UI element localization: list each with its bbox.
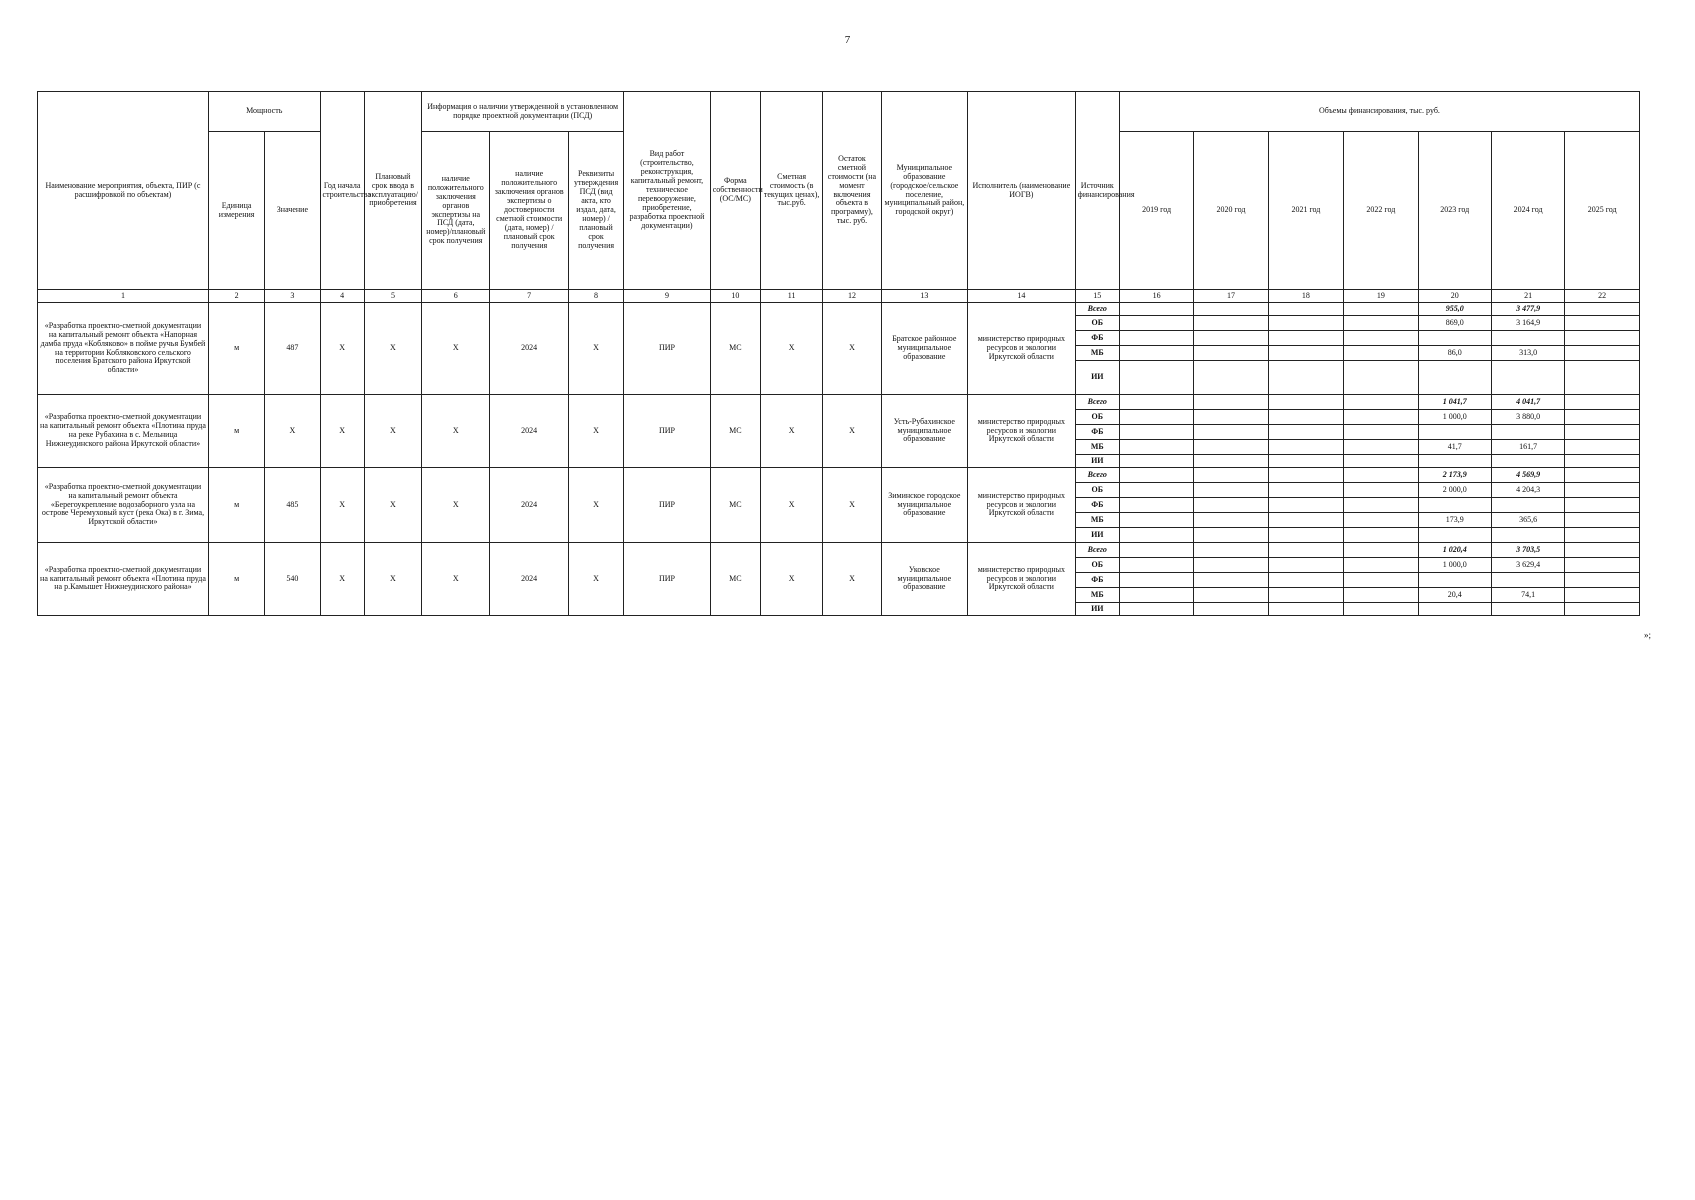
- funding-source-label: ИИ: [1075, 455, 1119, 468]
- amount-empty: [1119, 395, 1193, 410]
- amount-empty: [1268, 558, 1343, 573]
- amount-empty: [1268, 513, 1343, 528]
- amount-empty: [1344, 558, 1418, 573]
- amount-empty: [1119, 455, 1193, 468]
- amount-empty: [1119, 361, 1193, 395]
- amount-2023: 1 020,4: [1418, 543, 1491, 558]
- project-municipality: Зиминское городское муниципальное образование: [881, 468, 967, 543]
- amount-empty: [1565, 513, 1640, 528]
- amount-2023: [1418, 331, 1491, 346]
- project-work-type: ПИР: [624, 468, 710, 543]
- amount-empty: [1344, 361, 1418, 395]
- project-unit: м: [208, 395, 264, 468]
- amount-2023: 173,9: [1418, 513, 1491, 528]
- amount-2023: [1418, 455, 1491, 468]
- funding-source-label: Всего: [1075, 395, 1119, 410]
- page-number: 7: [844, 34, 851, 46]
- project-psd-positive: Х: [422, 468, 490, 543]
- funding-source-label: МБ: [1075, 513, 1119, 528]
- project-psd-requisites: Х: [568, 395, 623, 468]
- funding-source-label: ИИ: [1075, 361, 1119, 395]
- amount-empty: [1268, 331, 1343, 346]
- amount-empty: [1194, 468, 1268, 483]
- amount-empty: [1119, 425, 1193, 440]
- amount-empty: [1119, 498, 1193, 513]
- project-estimated-cost: Х: [760, 543, 822, 616]
- header-remaining-cost: Остаток сметной стоимости (на момент включения объекта в программу), тыс. руб.: [823, 92, 881, 290]
- header-psd-requisites: Реквизиты утверждения ПСД (вид акта, кто издал, дата, номер) / плановый срок получения: [568, 132, 623, 290]
- amount-empty: [1268, 346, 1343, 361]
- header-work-type: Вид работ (строительство, реконструкция, капитальный ремонт, техническое перевооружение, приобретение, разработка проектной документации): [624, 92, 710, 290]
- project-ownership: МС: [710, 303, 760, 395]
- amount-2024: 3 703,5: [1491, 543, 1564, 558]
- project-unit: м: [208, 468, 264, 543]
- amount-empty: [1119, 440, 1193, 455]
- project-estimated-cost: Х: [760, 303, 822, 395]
- amount-empty: [1565, 558, 1640, 573]
- amount-empty: [1344, 303, 1418, 316]
- amount-2023: 1 041,7: [1418, 395, 1491, 410]
- column-number-row: [38, 290, 1640, 303]
- amount-empty: [1268, 440, 1343, 455]
- header-start-year: Год начала строительства: [320, 92, 364, 290]
- amount-empty: [1344, 498, 1418, 513]
- amount-empty: [1119, 468, 1193, 483]
- column-number: 9: [624, 290, 710, 303]
- header-year-2023: 2023 год: [1418, 132, 1491, 290]
- amount-empty: [1565, 603, 1640, 616]
- amount-empty: [1565, 410, 1640, 425]
- project-start-year: Х: [320, 543, 364, 616]
- table-row: [38, 303, 1640, 316]
- project-name: «Разработка проектно-сметной документации на капитальный ремонт объекта «Напорная дамба пруда «Кобляково» в пойме ручья Бумбей на территории Кобляковского сельского поселения Братского района Иркутской области»: [38, 303, 209, 395]
- trailing-mark: »;: [1644, 630, 1652, 640]
- column-number: 16: [1119, 290, 1193, 303]
- project-psd-estimate: 2024: [490, 395, 568, 468]
- column-number: 6: [422, 290, 490, 303]
- amount-2024: [1491, 425, 1564, 440]
- amount-empty: [1344, 455, 1418, 468]
- amount-2024: 3 629,4: [1491, 558, 1564, 573]
- amount-empty: [1119, 483, 1193, 498]
- amount-empty: [1565, 425, 1640, 440]
- project-name: «Разработка проектно-сметной документации на капитальный ремонт объекта «Берегоукрепление водозаборного узла на острове Черемуховый куст (река Ока) в г. Зима, Иркутской области»: [38, 468, 209, 543]
- amount-empty: [1194, 573, 1268, 588]
- project-psd-positive: Х: [422, 303, 490, 395]
- amount-2023: 2 173,9: [1418, 468, 1491, 483]
- amount-2024: 74,1: [1491, 588, 1564, 603]
- project-work-type: ПИР: [624, 543, 710, 616]
- amount-empty: [1565, 331, 1640, 346]
- column-number: 2: [208, 290, 264, 303]
- project-work-type: ПИР: [624, 395, 710, 468]
- column-number: 20: [1418, 290, 1491, 303]
- amount-empty: [1194, 588, 1268, 603]
- amount-empty: [1119, 588, 1193, 603]
- amount-empty: [1268, 361, 1343, 395]
- amount-empty: [1268, 455, 1343, 468]
- column-number: 22: [1565, 290, 1640, 303]
- column-number: 12: [823, 290, 881, 303]
- amount-2024: [1491, 455, 1564, 468]
- amount-2024: [1491, 498, 1564, 513]
- project-value: 485: [265, 468, 320, 543]
- amount-2023: 869,0: [1418, 316, 1491, 331]
- amount-empty: [1565, 440, 1640, 455]
- header-ownership: Форма собственности (ОС/МС): [710, 92, 760, 290]
- amount-2023: 2 000,0: [1418, 483, 1491, 498]
- project-psd-requisites: Х: [568, 468, 623, 543]
- amount-empty: [1268, 528, 1343, 543]
- amount-empty: [1194, 528, 1268, 543]
- amount-2024: 365,6: [1491, 513, 1564, 528]
- project-value: 487: [265, 303, 320, 395]
- funding-table: [37, 91, 1640, 616]
- amount-empty: [1194, 558, 1268, 573]
- header-funding-volume: Объемы финансирования, тыс. руб.: [1119, 92, 1639, 132]
- amount-empty: [1194, 498, 1268, 513]
- project-psd-requisites: Х: [568, 543, 623, 616]
- header-psd-estimate: наличие положительного заключения органов экспертизы о достоверности сметной стоимости (дата, номер) / плановый срок получения: [490, 132, 568, 290]
- amount-empty: [1344, 440, 1418, 455]
- amount-empty: [1119, 410, 1193, 425]
- amount-2023: 1 000,0: [1418, 558, 1491, 573]
- column-number: 10: [710, 290, 760, 303]
- column-number: 11: [760, 290, 822, 303]
- amount-empty: [1344, 573, 1418, 588]
- header-year-2025: 2025 год: [1565, 132, 1640, 290]
- amount-empty: [1194, 513, 1268, 528]
- project-estimated-cost: Х: [760, 395, 822, 468]
- amount-empty: [1268, 303, 1343, 316]
- column-number: 21: [1491, 290, 1564, 303]
- amount-empty: [1119, 603, 1193, 616]
- funding-source-label: ОБ: [1075, 316, 1119, 331]
- header-unit: Единица измерения: [208, 132, 264, 290]
- amount-empty: [1268, 498, 1343, 513]
- funding-source-label: ФБ: [1075, 331, 1119, 346]
- amount-empty: [1344, 468, 1418, 483]
- project-executor: министерство природных ресурсов и экологии Иркутской области: [968, 395, 1076, 468]
- amount-2023: 20,4: [1418, 588, 1491, 603]
- project-ownership: МС: [710, 468, 760, 543]
- amount-empty: [1565, 395, 1640, 410]
- funding-source-label: ФБ: [1075, 573, 1119, 588]
- amount-empty: [1268, 316, 1343, 331]
- project-executor: министерство природных ресурсов и экологии Иркутской области: [968, 468, 1076, 543]
- project-ownership: МС: [710, 395, 760, 468]
- amount-empty: [1194, 455, 1268, 468]
- amount-2023: [1418, 573, 1491, 588]
- amount-empty: [1344, 603, 1418, 616]
- amount-empty: [1268, 410, 1343, 425]
- column-number: 5: [364, 290, 421, 303]
- amount-2024: 161,7: [1491, 440, 1564, 455]
- amount-empty: [1565, 303, 1640, 316]
- amount-2024: 4 041,7: [1491, 395, 1564, 410]
- amount-empty: [1565, 316, 1640, 331]
- project-executor: министерство природных ресурсов и экологии Иркутской области: [968, 543, 1076, 616]
- amount-empty: [1268, 483, 1343, 498]
- amount-empty: [1268, 543, 1343, 558]
- header-year-2019: 2019 год: [1119, 132, 1193, 290]
- amount-empty: [1268, 395, 1343, 410]
- project-name: «Разработка проектно-сметной документации на капитальный ремонт объекта «Плотина пруда на реке Рубахина в с. Мельница Нижнеудинского района Иркутской области»: [38, 395, 209, 468]
- header-psd-info: Информация о наличии утвержденной в установленном порядке проектной документации (ПСД): [422, 92, 624, 132]
- amount-empty: [1344, 528, 1418, 543]
- project-work-type: ПИР: [624, 303, 710, 395]
- amount-empty: [1565, 528, 1640, 543]
- amount-2023: 955,0: [1418, 303, 1491, 316]
- column-number: 18: [1268, 290, 1343, 303]
- amount-2024: 3 164,9: [1491, 316, 1564, 331]
- project-value: 540: [265, 543, 320, 616]
- funding-source-label: МБ: [1075, 588, 1119, 603]
- amount-2024: 4 569,9: [1491, 468, 1564, 483]
- header-name: Наименование мероприятия, объекта, ПИР (с расшифровкой по объектам): [38, 92, 209, 290]
- project-municipality: Уковское муниципальное образование: [881, 543, 967, 616]
- funding-source-label: Всего: [1075, 543, 1119, 558]
- project-remaining-cost: Х: [823, 468, 881, 543]
- project-psd-estimate: 2024: [490, 468, 568, 543]
- amount-empty: [1344, 395, 1418, 410]
- project-estimated-cost: Х: [760, 468, 822, 543]
- amount-empty: [1344, 513, 1418, 528]
- project-start-year: Х: [320, 395, 364, 468]
- project-psd-positive: Х: [422, 395, 490, 468]
- header-year-2022: 2022 год: [1344, 132, 1418, 290]
- amount-2024: 4 204,3: [1491, 483, 1564, 498]
- funding-source-label: ИИ: [1075, 528, 1119, 543]
- project-executor: министерство природных ресурсов и экологии Иркутской области: [968, 303, 1076, 395]
- amount-2023: 1 000,0: [1418, 410, 1491, 425]
- column-number: 4: [320, 290, 364, 303]
- amount-empty: [1344, 425, 1418, 440]
- amount-empty: [1565, 483, 1640, 498]
- amount-2024: [1491, 331, 1564, 346]
- header-year-2024: 2024 год: [1491, 132, 1564, 290]
- project-remaining-cost: Х: [823, 543, 881, 616]
- column-number: 15: [1075, 290, 1119, 303]
- amount-empty: [1344, 331, 1418, 346]
- amount-empty: [1565, 498, 1640, 513]
- amount-empty: [1565, 361, 1640, 395]
- amount-2024: [1491, 361, 1564, 395]
- header-value: Значение: [265, 132, 320, 290]
- amount-empty: [1565, 588, 1640, 603]
- amount-2023: 86,0: [1418, 346, 1491, 361]
- project-remaining-cost: Х: [823, 303, 881, 395]
- header-estimated-cost: Сметная стоимость (в текущих ценах), тыс.руб.: [760, 92, 822, 290]
- column-number: 19: [1344, 290, 1418, 303]
- header-funding-source: Источник финансирования: [1075, 92, 1119, 290]
- funding-source-label: МБ: [1075, 346, 1119, 361]
- funding-source-label: ОБ: [1075, 483, 1119, 498]
- project-psd-requisites: Х: [568, 303, 623, 395]
- funding-source-label: МБ: [1075, 440, 1119, 455]
- amount-empty: [1344, 346, 1418, 361]
- column-number: 13: [881, 290, 967, 303]
- amount-2024: [1491, 528, 1564, 543]
- funding-source-label: ОБ: [1075, 410, 1119, 425]
- project-municipality: Усть-Рубахинское муниципальное образование: [881, 395, 967, 468]
- amount-2024: [1491, 603, 1564, 616]
- project-psd-estimate: 2024: [490, 303, 568, 395]
- column-number: 3: [265, 290, 320, 303]
- table-row: [38, 543, 1640, 558]
- amount-empty: [1268, 468, 1343, 483]
- project-planned-term: Х: [364, 468, 421, 543]
- amount-2024: 3 477,9: [1491, 303, 1564, 316]
- project-name: «Разработка проектно-сметной документации на капитальный ремонт объекта «Плотина пруда на р.Камышет Нижнеудинского района»: [38, 543, 209, 616]
- amount-empty: [1565, 455, 1640, 468]
- table-header: [38, 92, 1640, 303]
- table-body: [38, 303, 1640, 616]
- project-planned-term: Х: [364, 303, 421, 395]
- column-number: 1: [38, 290, 209, 303]
- amount-empty: [1194, 303, 1268, 316]
- amount-empty: [1344, 543, 1418, 558]
- project-ownership: МС: [710, 543, 760, 616]
- amount-2023: [1418, 361, 1491, 395]
- project-unit: м: [208, 543, 264, 616]
- amount-empty: [1119, 573, 1193, 588]
- amount-2024: 313,0: [1491, 346, 1564, 361]
- amount-2023: 41,7: [1418, 440, 1491, 455]
- amount-empty: [1268, 603, 1343, 616]
- amount-2024: [1491, 573, 1564, 588]
- project-psd-positive: Х: [422, 543, 490, 616]
- column-number: 17: [1194, 290, 1268, 303]
- project-planned-term: Х: [364, 543, 421, 616]
- amount-empty: [1194, 483, 1268, 498]
- header-psd-positive: наличие положительного заключения органов экспертизы на ПСД (дата, номер)/плановый срок получения: [422, 132, 490, 290]
- column-number: 7: [490, 290, 568, 303]
- amount-empty: [1119, 513, 1193, 528]
- amount-empty: [1119, 316, 1193, 331]
- project-planned-term: Х: [364, 395, 421, 468]
- funding-source-label: Всего: [1075, 303, 1119, 316]
- amount-empty: [1119, 331, 1193, 346]
- funding-source-label: ФБ: [1075, 498, 1119, 513]
- header-municipality: Муниципальное образование (городское/сельское поселение, муниципальный район, городской округ): [881, 92, 967, 290]
- amount-empty: [1344, 483, 1418, 498]
- amount-empty: [1565, 543, 1640, 558]
- amount-empty: [1194, 543, 1268, 558]
- amount-empty: [1344, 410, 1418, 425]
- amount-2023: [1418, 425, 1491, 440]
- header-year-2020: 2020 год: [1194, 132, 1268, 290]
- project-unit: м: [208, 303, 264, 395]
- amount-empty: [1268, 573, 1343, 588]
- amount-empty: [1194, 316, 1268, 331]
- project-remaining-cost: Х: [823, 395, 881, 468]
- amount-empty: [1119, 543, 1193, 558]
- amount-empty: [1194, 361, 1268, 395]
- project-municipality: Братское районное муниципальное образование: [881, 303, 967, 395]
- project-start-year: Х: [320, 303, 364, 395]
- table-row: [38, 395, 1640, 410]
- project-start-year: Х: [320, 468, 364, 543]
- amount-empty: [1119, 346, 1193, 361]
- header-planned-term: Плановый срок ввода в эксплуатацию/приобретения: [364, 92, 421, 290]
- header-executor: Исполнитель (наименование ИОГВ): [968, 92, 1076, 290]
- funding-source-label: Всего: [1075, 468, 1119, 483]
- amount-empty: [1344, 316, 1418, 331]
- table-row: [38, 468, 1640, 483]
- funding-source-label: ОБ: [1075, 558, 1119, 573]
- amount-empty: [1194, 331, 1268, 346]
- amount-empty: [1119, 303, 1193, 316]
- amount-empty: [1565, 346, 1640, 361]
- amount-empty: [1268, 425, 1343, 440]
- amount-empty: [1268, 588, 1343, 603]
- amount-empty: [1194, 410, 1268, 425]
- amount-2023: [1418, 498, 1491, 513]
- header-year-2021: 2021 год: [1268, 132, 1343, 290]
- header-capacity: Мощность: [208, 92, 320, 132]
- amount-2024: 3 880,0: [1491, 410, 1564, 425]
- column-number: 8: [568, 290, 623, 303]
- project-value: Х: [265, 395, 320, 468]
- amount-empty: [1194, 346, 1268, 361]
- funding-source-label: ФБ: [1075, 425, 1119, 440]
- amount-2023: [1418, 528, 1491, 543]
- amount-empty: [1565, 573, 1640, 588]
- amount-empty: [1194, 603, 1268, 616]
- amount-empty: [1344, 588, 1418, 603]
- project-psd-estimate: 2024: [490, 543, 568, 616]
- funding-source-label: ИИ: [1075, 603, 1119, 616]
- amount-empty: [1194, 425, 1268, 440]
- column-number: 14: [968, 290, 1076, 303]
- amount-2023: [1418, 603, 1491, 616]
- amount-empty: [1119, 558, 1193, 573]
- amount-empty: [1119, 528, 1193, 543]
- amount-empty: [1194, 440, 1268, 455]
- amount-empty: [1565, 468, 1640, 483]
- amount-empty: [1194, 395, 1268, 410]
